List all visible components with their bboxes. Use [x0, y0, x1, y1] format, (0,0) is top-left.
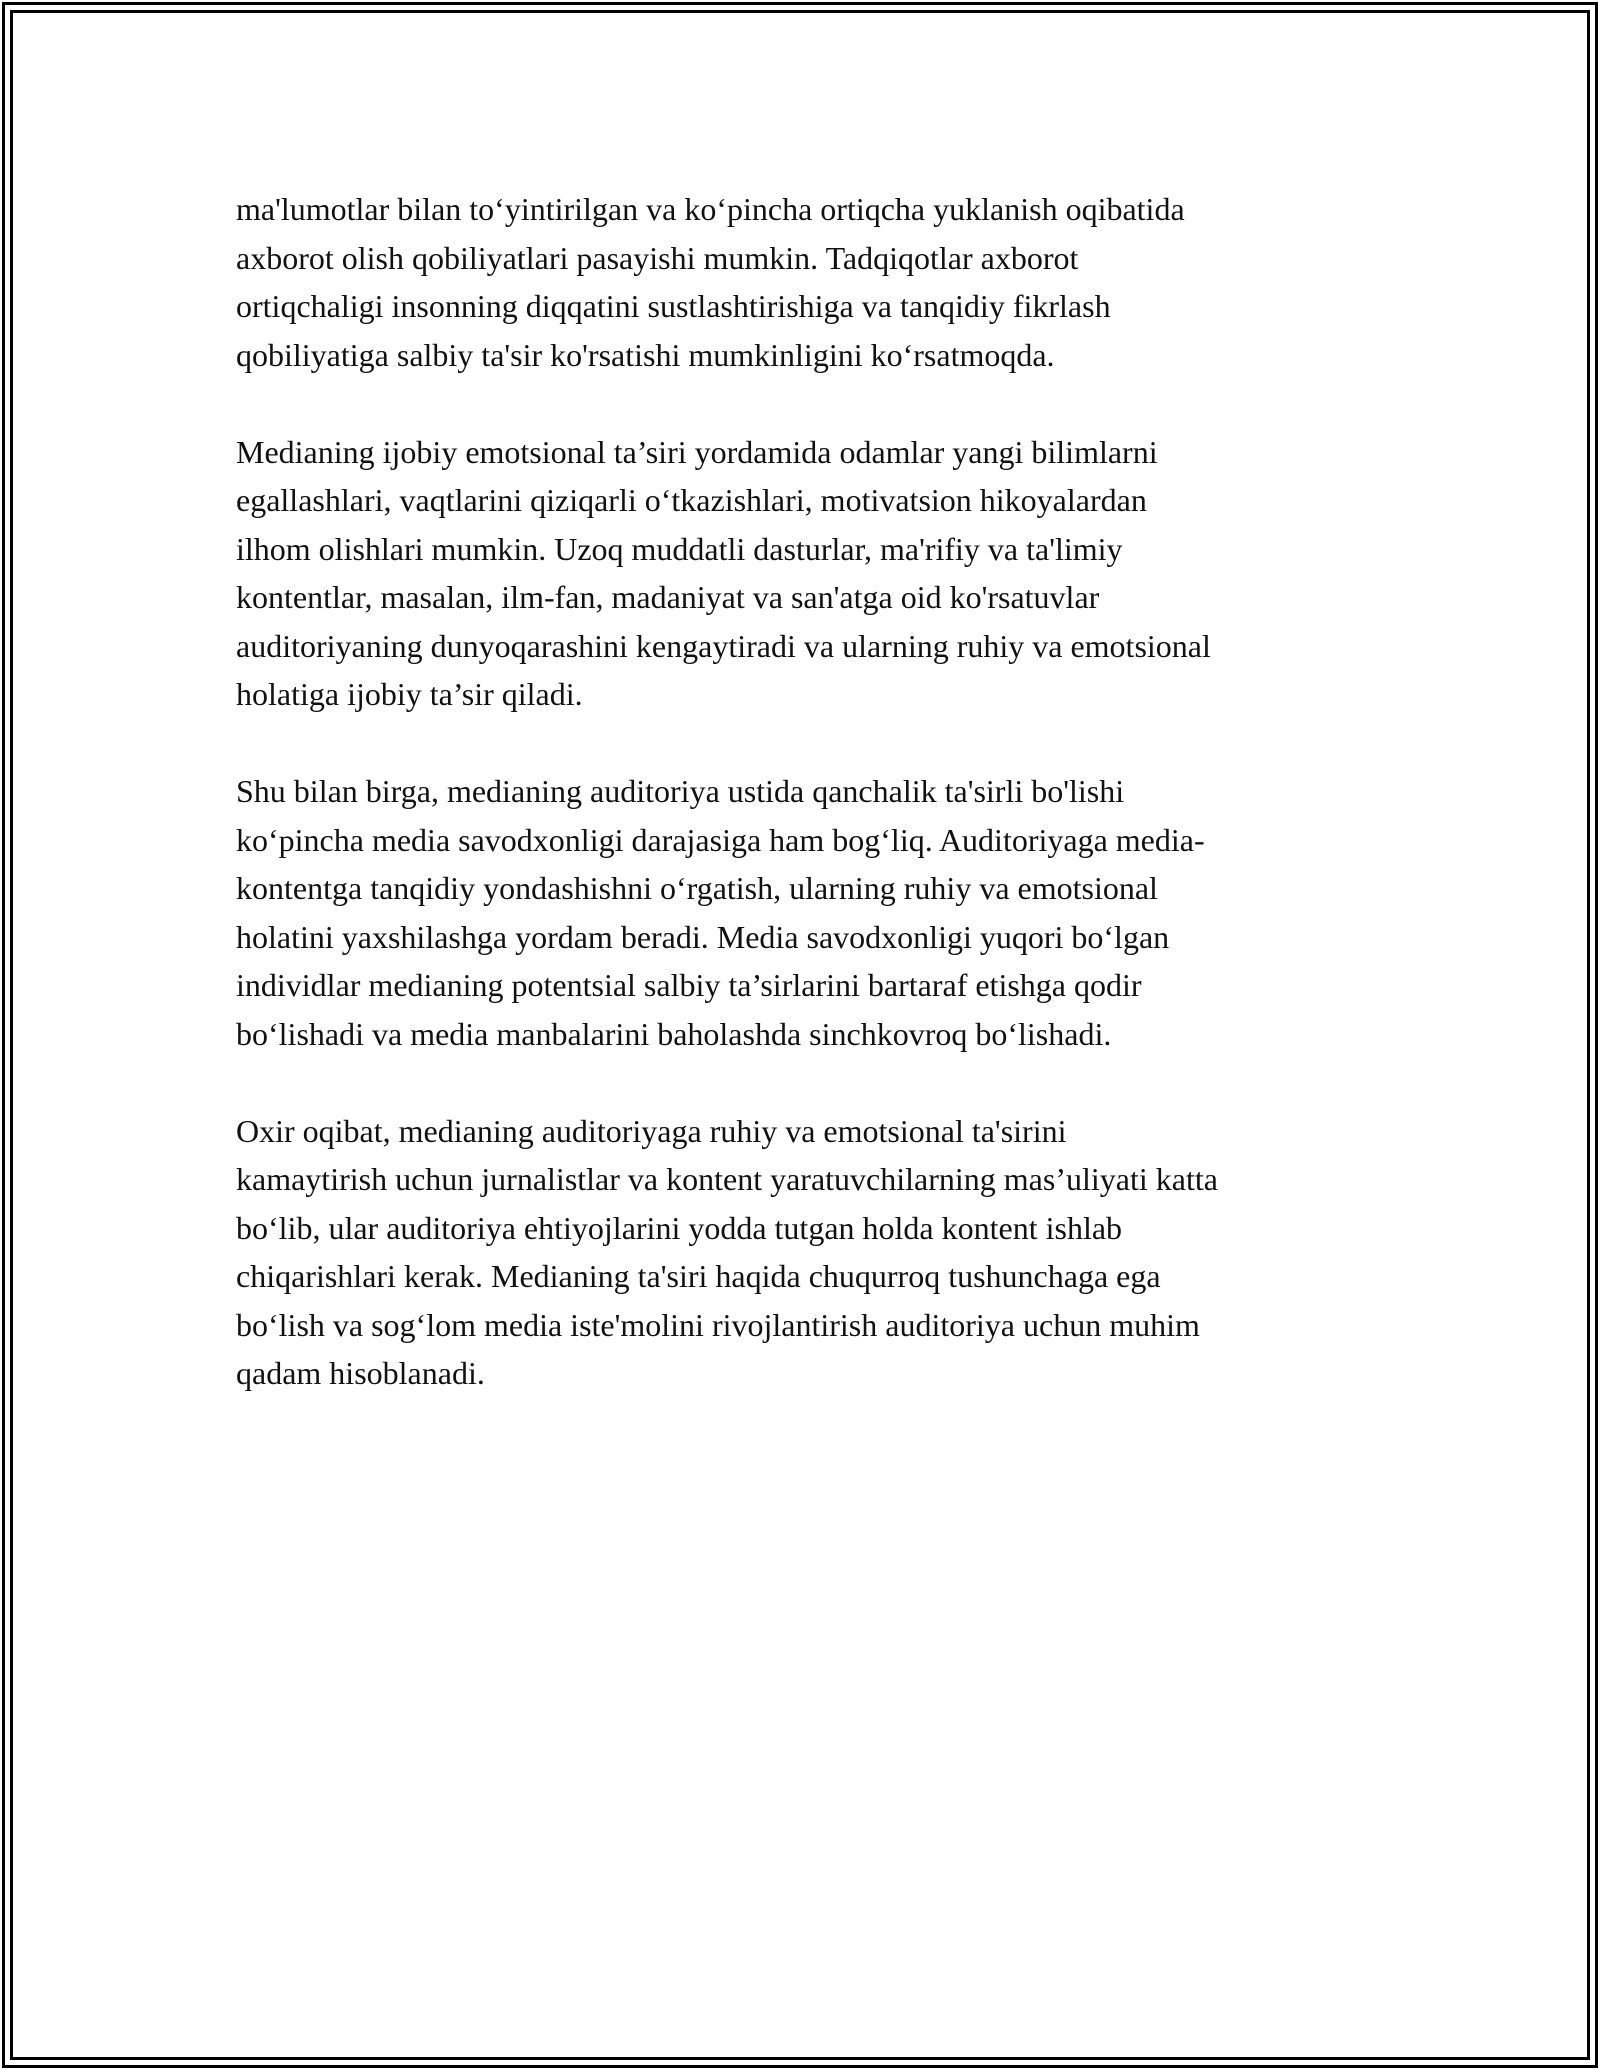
text-line: bo‘lib, ular auditoriya ehtiyojlarini yodda tutgan holda kontent ishlab: [236, 1209, 1123, 1246]
text-line: chiqarishlari kerak. Medianing ta'siri haqida chuqurroq tushunchaga ega: [236, 1258, 1161, 1294]
text-line: kamaytirish uchun jurnalistlar va kontent yaratuvchilarning mas’uliyati katta: [236, 1161, 1218, 1197]
text-line: Oxir oqibat, medianing auditoriyaga ruhiy va emotsional ta'sirini: [236, 1112, 1067, 1149]
text-line: ko‘pincha media savodxonligi darajasiga ham bog‘liq. Auditoriyaga media-: [236, 821, 1205, 858]
text-line: axborot olish qobiliyatlari pasayishi mumkin. Tadqiqotlar axborot: [236, 239, 1079, 276]
text-line: egallashlari, vaqtlarini qiziqarli o‘tkazishlari, motivatsion hikoyalardan: [236, 482, 1147, 518]
paragraph-1: [236, 185, 1366, 379]
text-line: auditoriyaning dunyoqarashini kengaytiradi va ularning ruhiy va emotsional: [236, 627, 1211, 664]
text-line: ilhom olishlari mumkin. Uzoq muddatli dasturlar, ma'rifiy va ta'limiy: [236, 530, 1123, 567]
text-line: kontentga tanqidiy yondashishni o‘rgatish, ularning ruhiy va emotsional: [236, 870, 1158, 906]
text-line: kontentlar, masalan, ilm-fan, madaniyat va san'atga oid ko'rsatuvlar: [236, 579, 1100, 615]
text-line: Shu bilan birga, medianing auditoriya ustida qanchalik ta'sirli bo'lishi: [236, 773, 1125, 809]
text-line: qadam hisoblanadi.: [236, 1355, 485, 1391]
text-line: holatini yaxshilashga yordam beradi. Media savodxonligi yuqori bo‘lgan: [236, 918, 1170, 955]
text-line: ma'lumotlar bilan to‘yintirilgan va ko‘pincha ortiqcha yuklanish oqibatida: [236, 191, 1185, 227]
text-line: qobiliyatiga salbiy ta'sir ko'rsatishi mumkinligini ko‘rsatmoqda.: [236, 336, 1055, 373]
text-line: individlar medianing potentsial salbiy ta’sirlarini bartaraf etishga qodir: [236, 967, 1142, 1003]
paragraph-4: [236, 1107, 1366, 1398]
text-line: holatiga ijobiy ta’sir qiladi.: [236, 676, 583, 712]
text-line: ortiqchaligi insonning diqqatini sustlashtirishiga va tanqidiy fikrlash: [236, 288, 1111, 324]
paragraph-3: [236, 767, 1366, 1058]
document-body: [236, 185, 1366, 1446]
text-line: Medianing ijobiy emotsional ta’siri yordamida odamlar yangi bilimlarni: [236, 433, 1158, 470]
text-line: bo‘lish va sog‘lom media iste'molini rivojlantirish auditoriya uchun muhim: [236, 1306, 1200, 1343]
text-line: bo‘lishadi va media manbalarini baholashda sinchkovroq bo‘lishadi.: [236, 1015, 1112, 1052]
paragraph-2: [236, 428, 1366, 719]
